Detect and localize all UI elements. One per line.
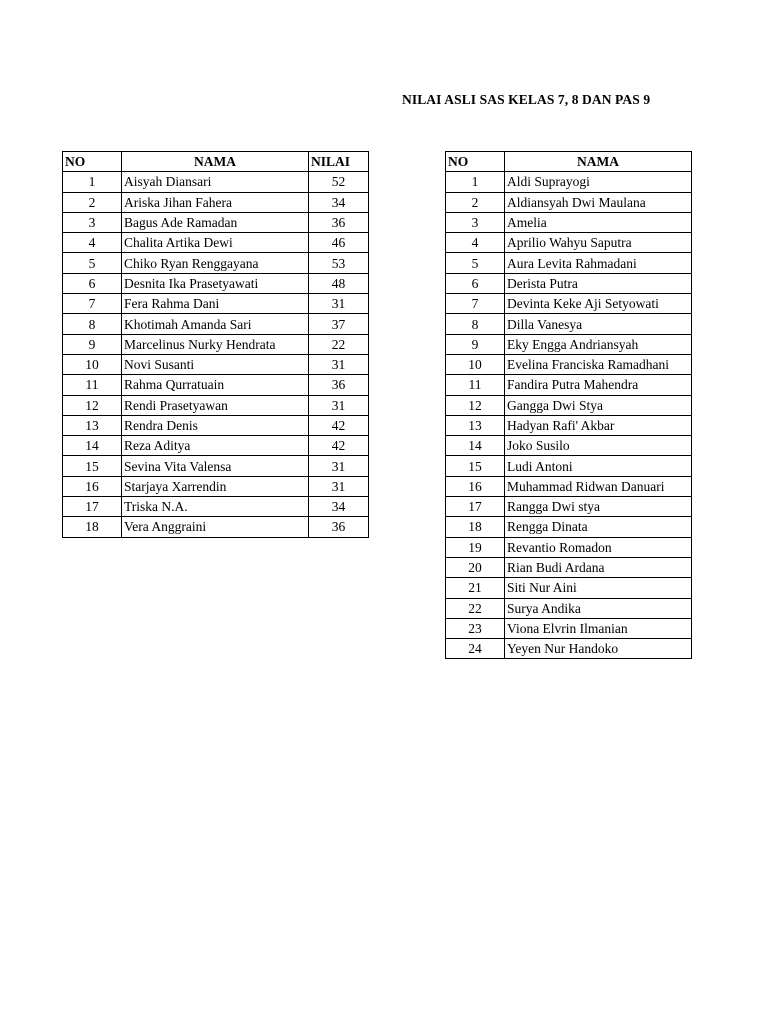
cell-nama: Aura Levita Rahmadani bbox=[505, 253, 692, 273]
table-row bbox=[63, 375, 369, 395]
table-row bbox=[446, 334, 692, 354]
cell-nilai: 31 bbox=[309, 294, 369, 314]
cell-no: 13 bbox=[446, 415, 505, 435]
cell-no: 6 bbox=[63, 273, 122, 293]
table-row bbox=[446, 578, 692, 598]
table-row bbox=[446, 557, 692, 577]
cell-no: 4 bbox=[63, 233, 122, 253]
cell-nama: Rian Budi Ardana bbox=[505, 557, 692, 577]
header-no: NO bbox=[63, 152, 122, 172]
cell-no: 14 bbox=[446, 436, 505, 456]
table-row bbox=[446, 192, 692, 212]
table-header-row bbox=[446, 152, 692, 172]
table-row bbox=[63, 354, 369, 374]
table-row bbox=[446, 172, 692, 192]
cell-nama: Novi Susanti bbox=[122, 354, 309, 374]
cell-no: 8 bbox=[63, 314, 122, 334]
cell-nilai: 37 bbox=[309, 314, 369, 334]
cell-nama: Sevina Vita Valensa bbox=[122, 456, 309, 476]
cell-no: 20 bbox=[446, 557, 505, 577]
table-row bbox=[446, 618, 692, 638]
cell-no: 16 bbox=[446, 476, 505, 496]
cell-no: 9 bbox=[446, 334, 505, 354]
cell-no: 17 bbox=[446, 497, 505, 517]
cell-no: 5 bbox=[446, 253, 505, 273]
cell-nilai: 48 bbox=[309, 273, 369, 293]
cell-no: 2 bbox=[63, 192, 122, 212]
cell-nama: Muhammad Ridwan Danuari bbox=[505, 476, 692, 496]
cell-nama: Yeyen Nur Handoko bbox=[505, 639, 692, 659]
cell-no: 19 bbox=[446, 537, 505, 557]
table-row bbox=[446, 233, 692, 253]
header-nama: NAMA bbox=[122, 152, 309, 172]
cell-nama: Marcelinus Nurky Hendrata bbox=[122, 334, 309, 354]
cell-no: 17 bbox=[63, 497, 122, 517]
cell-nama: Rendra Denis bbox=[122, 415, 309, 435]
cell-no: 12 bbox=[446, 395, 505, 415]
cell-nilai: 46 bbox=[309, 233, 369, 253]
cell-nama: Khotimah Amanda Sari bbox=[122, 314, 309, 334]
cell-nama: Dilla Vanesya bbox=[505, 314, 692, 334]
cell-no: 5 bbox=[63, 253, 122, 273]
cell-no: 14 bbox=[63, 436, 122, 456]
header-no: NO bbox=[446, 152, 505, 172]
cell-nama: Chiko Ryan Renggayana bbox=[122, 253, 309, 273]
cell-no: 23 bbox=[446, 618, 505, 638]
cell-no: 1 bbox=[63, 172, 122, 192]
cell-nama: Hadyan Rafi' Akbar bbox=[505, 415, 692, 435]
table-row bbox=[63, 456, 369, 476]
table-row bbox=[446, 395, 692, 415]
table-row bbox=[63, 415, 369, 435]
cell-nama: Ludi Antoni bbox=[505, 456, 692, 476]
cell-nilai: 34 bbox=[309, 192, 369, 212]
table-row bbox=[446, 354, 692, 374]
table-row bbox=[446, 639, 692, 659]
table-row bbox=[446, 497, 692, 517]
table-row bbox=[446, 375, 692, 395]
cell-no: 18 bbox=[63, 517, 122, 537]
table-row bbox=[63, 192, 369, 212]
grades-table-body bbox=[63, 172, 369, 537]
cell-nama: Desnita Ika Prasetyawati bbox=[122, 273, 309, 293]
table-row bbox=[446, 415, 692, 435]
cell-nama: Rahma Qurratuain bbox=[122, 375, 309, 395]
cell-nilai: 36 bbox=[309, 212, 369, 232]
cell-nilai: 34 bbox=[309, 497, 369, 517]
table-row bbox=[63, 233, 369, 253]
table-row bbox=[63, 436, 369, 456]
cell-nama: Evelina Franciska Ramadhani bbox=[505, 354, 692, 374]
table-row bbox=[63, 273, 369, 293]
cell-no: 10 bbox=[446, 354, 505, 374]
table-row bbox=[63, 212, 369, 232]
cell-no: 8 bbox=[446, 314, 505, 334]
cell-nama: Revantio Romadon bbox=[505, 537, 692, 557]
cell-nama: Gangga Dwi Stya bbox=[505, 395, 692, 415]
cell-nilai: 31 bbox=[309, 395, 369, 415]
cell-no: 13 bbox=[63, 415, 122, 435]
cell-no: 2 bbox=[446, 192, 505, 212]
cell-nama: Bagus Ade Ramadan bbox=[122, 212, 309, 232]
cell-no: 3 bbox=[63, 212, 122, 232]
table-row bbox=[63, 172, 369, 192]
table-row bbox=[63, 294, 369, 314]
cell-no: 22 bbox=[446, 598, 505, 618]
table-row bbox=[63, 334, 369, 354]
cell-no: 7 bbox=[446, 294, 505, 314]
cell-no: 15 bbox=[63, 456, 122, 476]
cell-no: 4 bbox=[446, 233, 505, 253]
cell-no: 11 bbox=[63, 375, 122, 395]
cell-no: 11 bbox=[446, 375, 505, 395]
table-row bbox=[63, 476, 369, 496]
cell-nama: Rendi Prasetyawan bbox=[122, 395, 309, 415]
table-row bbox=[446, 436, 692, 456]
cell-no: 1 bbox=[446, 172, 505, 192]
cell-nama: Ariska Jihan Fahera bbox=[122, 192, 309, 212]
cell-no: 21 bbox=[446, 578, 505, 598]
header-nama: NAMA bbox=[505, 152, 692, 172]
table-row bbox=[446, 476, 692, 496]
grades-table bbox=[62, 151, 369, 538]
names-table-body bbox=[446, 172, 692, 659]
cell-nama: Siti Nur Aini bbox=[505, 578, 692, 598]
cell-nama: Viona Elvrin Ilmanian bbox=[505, 618, 692, 638]
cell-no: 16 bbox=[63, 476, 122, 496]
cell-nama: Rengga Dinata bbox=[505, 517, 692, 537]
cell-nilai: 31 bbox=[309, 476, 369, 496]
cell-nama: Aisyah Diansari bbox=[122, 172, 309, 192]
table-row bbox=[446, 212, 692, 232]
cell-nama: Triska N.A. bbox=[122, 497, 309, 517]
table-row bbox=[63, 253, 369, 273]
cell-nama: Eky Engga Andriansyah bbox=[505, 334, 692, 354]
table-row bbox=[63, 497, 369, 517]
table-row bbox=[446, 598, 692, 618]
cell-nilai: 31 bbox=[309, 456, 369, 476]
cell-nama: Starjaya Xarrendin bbox=[122, 476, 309, 496]
cell-nilai: 36 bbox=[309, 375, 369, 395]
cell-nilai: 53 bbox=[309, 253, 369, 273]
cell-no: 9 bbox=[63, 334, 122, 354]
cell-no: 7 bbox=[63, 294, 122, 314]
cell-nama: Aprilio Wahyu Saputra bbox=[505, 233, 692, 253]
table-row bbox=[446, 273, 692, 293]
cell-nama: Devinta Keke Aji Setyowati bbox=[505, 294, 692, 314]
cell-nama: Reza Aditya bbox=[122, 436, 309, 456]
cell-nama: Vera Anggraini bbox=[122, 517, 309, 537]
table-row bbox=[63, 517, 369, 537]
cell-nama: Rangga Dwi stya bbox=[505, 497, 692, 517]
cell-nilai: 42 bbox=[309, 436, 369, 456]
table-row bbox=[446, 294, 692, 314]
cell-nilai: 42 bbox=[309, 415, 369, 435]
cell-nama: Aldiansyah Dwi Maulana bbox=[505, 192, 692, 212]
table-row bbox=[63, 314, 369, 334]
cell-nama: Derista Putra bbox=[505, 273, 692, 293]
table-row bbox=[63, 395, 369, 415]
cell-nilai: 36 bbox=[309, 517, 369, 537]
header-nilai: NILAI bbox=[309, 152, 369, 172]
cell-no: 12 bbox=[63, 395, 122, 415]
cell-no: 24 bbox=[446, 639, 505, 659]
table-header-row bbox=[63, 152, 369, 172]
cell-nama: Aldi Suprayogi bbox=[505, 172, 692, 192]
cell-no: 3 bbox=[446, 212, 505, 232]
table-row bbox=[446, 517, 692, 537]
table-row bbox=[446, 537, 692, 557]
cell-nilai: 52 bbox=[309, 172, 369, 192]
cell-nilai: 31 bbox=[309, 354, 369, 374]
table-row bbox=[446, 456, 692, 476]
cell-nilai: 22 bbox=[309, 334, 369, 354]
cell-no: 6 bbox=[446, 273, 505, 293]
cell-no: 15 bbox=[446, 456, 505, 476]
cell-no: 18 bbox=[446, 517, 505, 537]
cell-nama: Fera Rahma Dani bbox=[122, 294, 309, 314]
cell-nama: Joko Susilo bbox=[505, 436, 692, 456]
cell-nama: Amelia bbox=[505, 212, 692, 232]
table-row bbox=[446, 314, 692, 334]
table-row bbox=[446, 253, 692, 273]
cell-nama: Fandira Putra Mahendra bbox=[505, 375, 692, 395]
cell-nama: Chalita Artika Dewi bbox=[122, 233, 309, 253]
page-title: NILAI ASLI SAS KELAS 7, 8 DAN PAS 9 bbox=[402, 92, 651, 107]
cell-no: 10 bbox=[63, 354, 122, 374]
names-table bbox=[445, 151, 692, 659]
cell-nama: Surya Andika bbox=[505, 598, 692, 618]
